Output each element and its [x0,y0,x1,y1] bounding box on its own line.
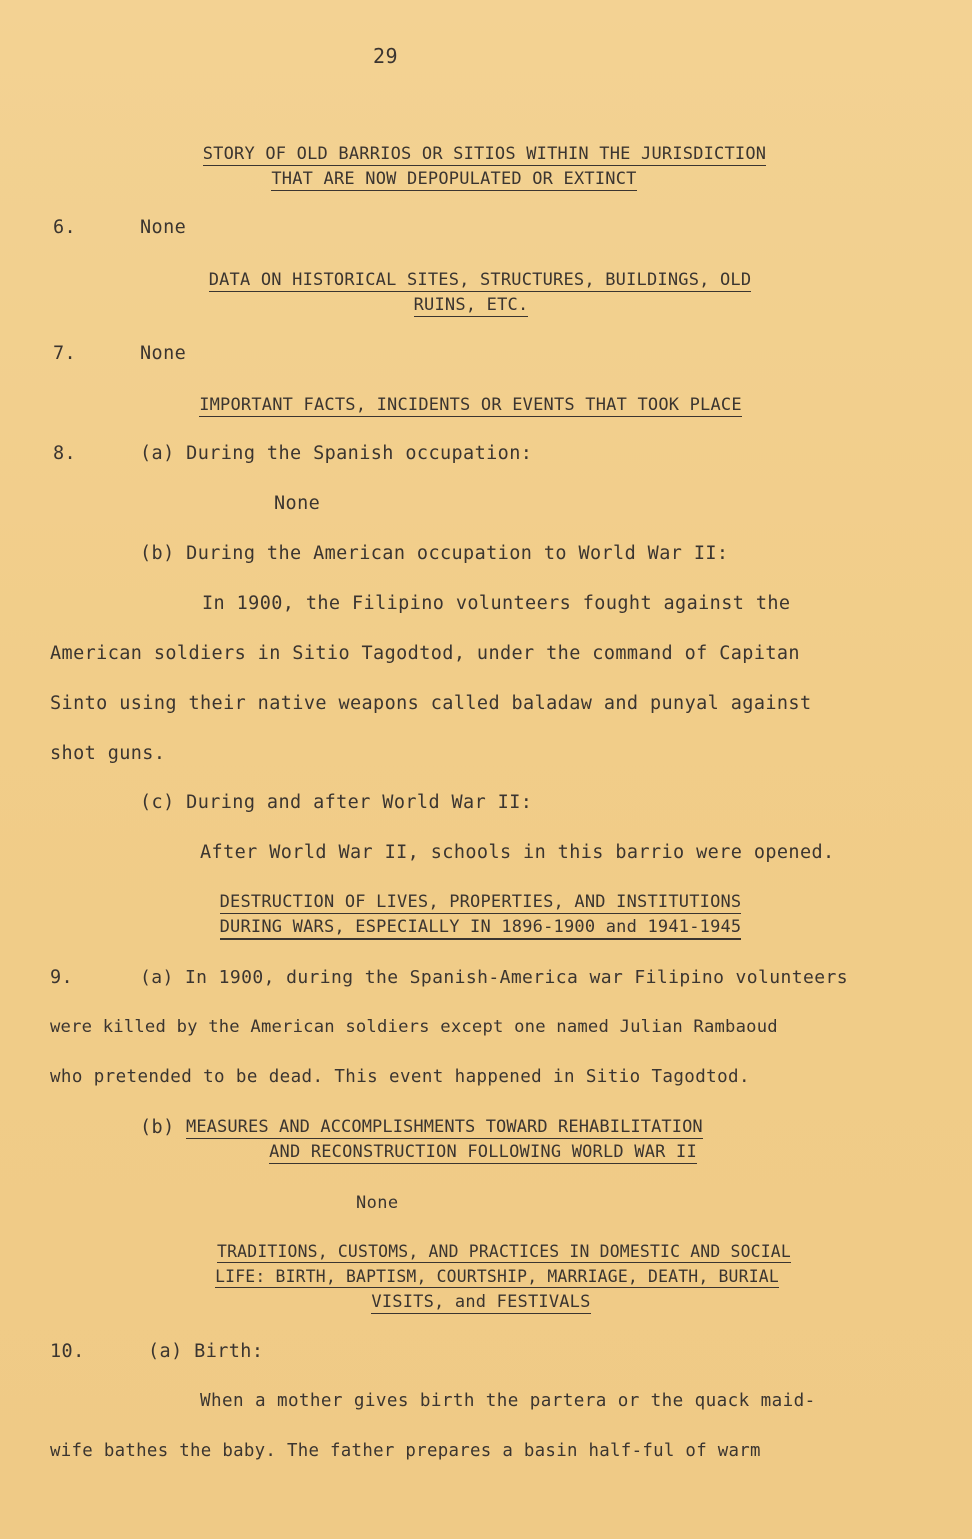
paragraph-line: Sinto using their native weapons called baladaw and punyal against [50,693,812,714]
heading-line: DESTRUCTION OF LIVES, PROPERTIES, AND INSTITUTIONS [219,892,742,912]
paragraph-line: American soldiers in Sitio Tagodtod, under the command of Capitan [50,643,800,664]
heading-traditions-line2 [0,1267,972,1288]
heading-traditions-line3 [0,1292,972,1314]
item-text: None [140,217,187,238]
heading-destruction [0,892,972,914]
item-number: 7. [53,343,77,364]
spanish-occupation-text: None [274,493,321,514]
item-number: 8. [53,443,77,464]
item-text: None [140,343,187,364]
heading-line: RUINS, ETC. [413,295,529,315]
heading-line: VISITS, and FESTIVALS [371,1292,591,1312]
paragraph-line: When a mother gives birth the partera or the quack maid- [200,1391,816,1411]
heading-line: STORY OF OLD BARRIOS OR SITIOS WITHIN THE JURISDICTION [202,144,767,164]
heading-old-barrios [0,144,972,166]
paragraph-line: were killed by the American soldiers except one named Julian Rambaoud [50,1017,778,1037]
rehabilitation-prefix: (b) [140,1117,175,1138]
after-war-label: (c) During and after World War II: [140,792,533,813]
heading-line: MEASURES AND ACCOMPLISHMENTS TOWARD REHABILITATION [186,1117,703,1137]
rehabilitation-heading-line2 [0,1142,972,1164]
paragraph-line: wife bathes the baby. The father prepares a basin half-ful of warm [50,1441,761,1461]
american-occupation-label: (b) During the American occupation to World War II: [140,543,729,564]
heading-line: LIFE: BIRTH, BAPTISM, COURTSHIP, MARRIAGE, DEATH, BURIAL [215,1267,779,1286]
paragraph-line: who pretended to be dead. This event happened in Sitio Tagodtod. [50,1067,750,1087]
heading-old-barrios-line2 [0,169,972,191]
heading-historical-sites-line2 [0,295,972,317]
heading-line: TRADITIONS, CUSTOMS, AND PRACTICES IN DOMESTIC AND SOCIAL [217,1242,791,1261]
spanish-occupation-label: (a) During the Spanish occupation: [140,443,533,464]
page-number: 29 [373,44,398,68]
rehabilitation-text: None [356,1193,399,1213]
birth-label: (a) Birth: [148,1341,264,1362]
heading-line: IMPORTANT FACTS, INCIDENTS OR EVENTS THAT TOOK PLACE [199,395,742,415]
rehabilitation-heading [186,1117,703,1139]
heading-historical-sites [0,270,972,292]
paragraph-line: (a) In 1900, during the Spanish-America war Filipino volunteers [140,967,848,988]
item-number: 9. [50,967,74,988]
heading-line: THAT ARE NOW DEPOPULATED OR EXTINCT [271,169,637,189]
heading-traditions [0,1242,972,1263]
item-number: 10. [50,1341,85,1362]
paragraph-line: In 1900, the Filipino volunteers fought against the [202,593,791,614]
item-number: 6. [53,217,77,238]
heading-destruction-line2 [0,917,972,940]
heading-line: DATA ON HISTORICAL SITES, STRUCTURES, BUILDINGS, OLD [208,270,752,290]
paragraph-line: shot guns. [50,743,166,764]
heading-line: AND RECONSTRUCTION FOLLOWING WORLD WAR II [269,1142,697,1162]
heading-line: DURING WARS, ESPECIALLY IN 1896-1900 and 1941-1945 [220,917,742,940]
after-war-text: After World War II, schools in this barrio were opened. [200,842,835,863]
heading-important-facts [0,395,972,417]
